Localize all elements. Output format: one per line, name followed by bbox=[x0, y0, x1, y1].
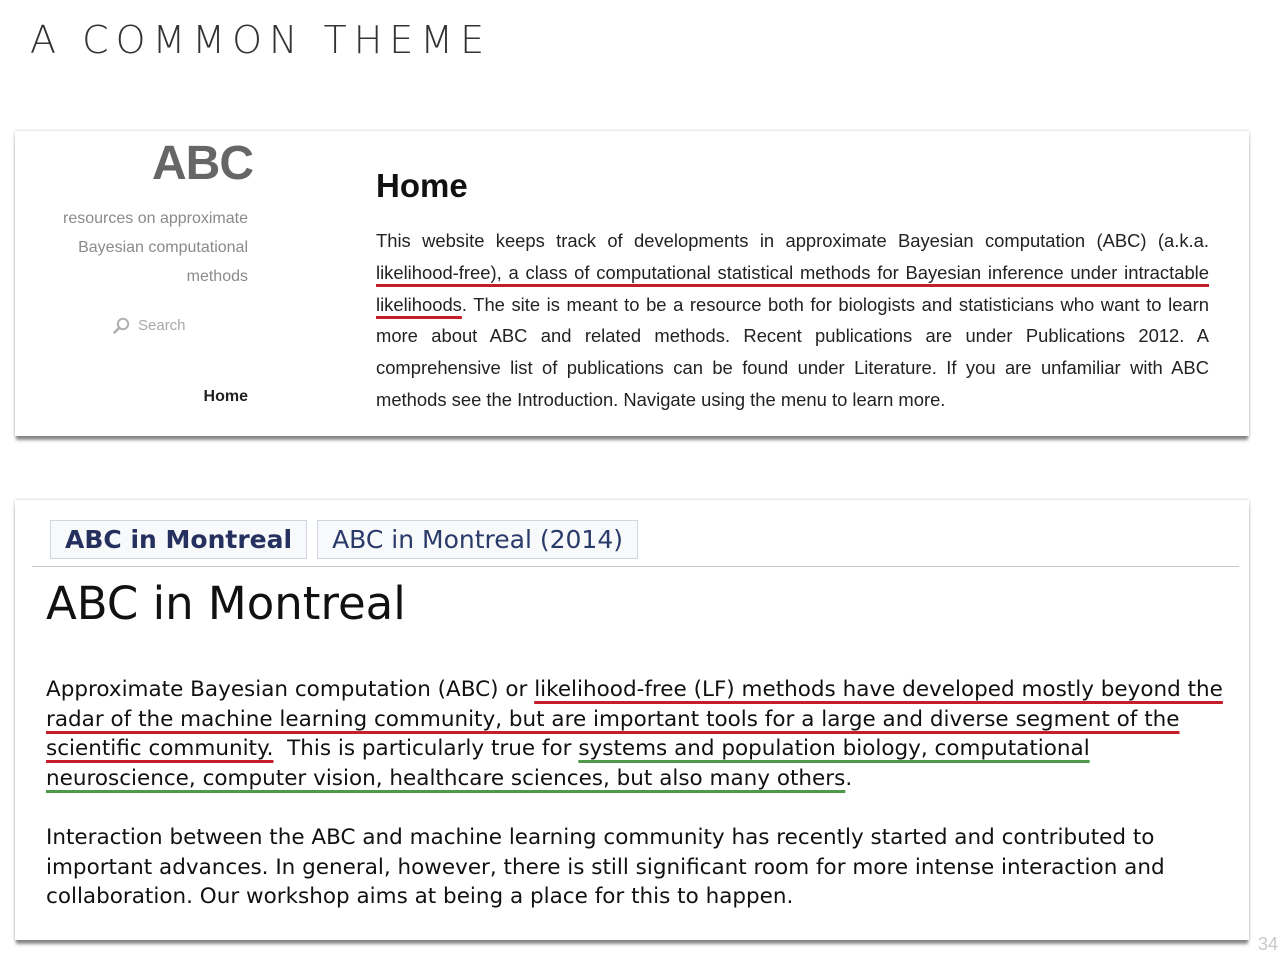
abc-website-screenshot bbox=[15, 131, 1249, 436]
nav-item-home[interactable]: Home bbox=[203, 388, 248, 405]
search-box[interactable] bbox=[113, 317, 186, 334]
page-title: Home bbox=[376, 167, 468, 204]
intro-text-continued: . The site is meant to be a resource both for biologists and statisticians who want to learn more about ABC and related methods. Recent publications are under Publications 2012. A comprehensive list of publications can be found under Literature. If you are unfamiliar with ABC methods see the Introduction. Navigate using the menu to learn more. bbox=[376, 293, 1209, 410]
slide-title: A COMMON THEME bbox=[30, 18, 492, 62]
search-icon bbox=[113, 317, 130, 334]
para-end: . bbox=[845, 766, 853, 792]
tab-abc-in-montreal-2014[interactable]: ABC in Montreal (2014) bbox=[317, 520, 638, 559]
page-tabs bbox=[50, 520, 638, 559]
site-logo[interactable]: ABC bbox=[152, 137, 253, 190]
tab-divider bbox=[32, 566, 1239, 567]
workshop-intro-paragraph bbox=[46, 675, 1236, 794]
site-tagline: resources on approximate Bayesian computational methods bbox=[63, 210, 248, 285]
abc-montreal-screenshot bbox=[15, 500, 1249, 940]
tab-abc-in-montreal[interactable]: ABC in Montreal bbox=[50, 520, 307, 559]
para-middle: This is particularly true for bbox=[273, 736, 579, 762]
highlighted-definition: likelihood-free), a class of computational statistical methods for Bayesian inference under intractable likelihoods bbox=[376, 261, 1209, 315]
green-highlight: systems and population biology, computational neuroscience, computer vision, healthcare sciences, but also many others bbox=[46, 736, 1090, 792]
para-intro: Approximate Bayesian computation (ABC) or bbox=[46, 677, 535, 702]
home-intro-text bbox=[376, 225, 1209, 416]
search-placeholder: Search bbox=[138, 317, 186, 334]
page-number: 34 bbox=[1257, 934, 1278, 954]
intro-text: This website keeps track of developments in approximate Bayesian computation (ABC) (a.k.a. bbox=[376, 230, 1209, 251]
red-highlight: likelihood-free (LF) methods have developed mostly beyond the radar of the machine learning community, but are important tools for a large and diverse segment of the scientific community. bbox=[46, 677, 1223, 762]
page-title: ABC in Montreal bbox=[46, 577, 406, 630]
workshop-goal-paragraph: Interaction between the ABC and machine learning community has recently started and contributed to important advances. In general, however, there is still significant room for more intense interaction and collaboration. Our workshop aims at being a place for this to happen. bbox=[46, 825, 1165, 910]
